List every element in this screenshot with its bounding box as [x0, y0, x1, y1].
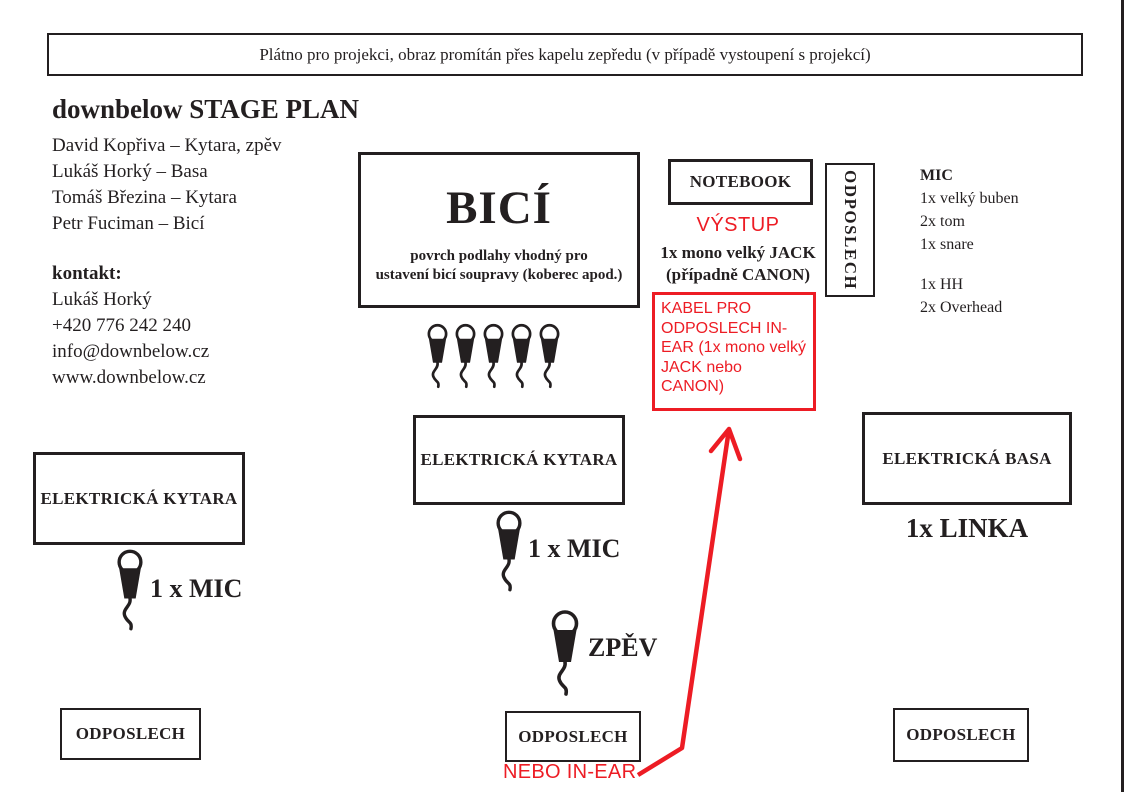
drums-box — [358, 152, 640, 308]
guitar-mid-label: ELEKTRICKÁ KYTARA — [420, 450, 618, 469]
monitor-box-right — [893, 708, 1029, 762]
band-member: Tomáš Březina – Kytara — [52, 187, 237, 208]
guitar-mid-box — [413, 415, 625, 505]
in-ear-cable-note: KABEL PRO ODPOSLECH IN-EAR (1x mono velký JACK nebo CANON) — [661, 300, 806, 395]
notebook-label: NOTEBOOK — [689, 172, 792, 191]
mic-list-item: 2x Overhead — [920, 299, 1003, 316]
drums-note-line1: povrch podlahy vhodný pro — [410, 248, 588, 264]
output-line2: (případně CANON) — [665, 265, 811, 284]
contact-email: info@downbelow.cz — [52, 341, 210, 362]
bass-box — [862, 412, 1072, 505]
band-members-list — [52, 133, 282, 237]
in-ear-cable-note-box — [652, 292, 816, 411]
mic-requirements-list — [920, 164, 1110, 319]
monitor-box-vertical — [825, 163, 875, 297]
contact-phone: +420 776 242 240 — [52, 315, 191, 336]
bass-line-label: 1x LINKA — [905, 513, 1029, 543]
monitor-label: ODPOSLECH — [906, 725, 1016, 744]
contact-name: Lukáš Horký — [52, 289, 152, 310]
microphone-icon — [113, 548, 147, 632]
monitor-label: ODPOSLECH — [518, 726, 628, 746]
guitar-mid-mic-label: 1 x MIC — [528, 534, 621, 563]
mic-list-item: 1x velký buben — [920, 190, 1019, 207]
output-line1: 1x mono velký JACK — [660, 243, 816, 262]
mic-list-item: 1x snare — [920, 236, 974, 253]
microphone-icon — [547, 607, 583, 699]
microphone-icon — [480, 316, 507, 396]
microphone-icon — [536, 316, 563, 396]
microphone-icon — [508, 316, 535, 396]
contact-block — [52, 261, 209, 391]
monitor-box-left — [60, 708, 201, 760]
microphone-icon — [492, 509, 526, 593]
monitor-label: ODPOSLECH — [841, 169, 860, 291]
projection-banner — [47, 33, 1083, 76]
monitor-box-center — [505, 711, 641, 762]
contact-heading: kontakt: — [52, 263, 122, 284]
microphone-icon — [424, 316, 451, 396]
drums-note-line2: ustavení bicí soupravy (koberec apod.) — [375, 267, 623, 283]
mic-list-item: 1x HH — [920, 276, 964, 293]
page-title: downbelow STAGE PLAN — [52, 94, 360, 124]
band-member: Lukáš Horký – Basa — [52, 161, 208, 182]
bass-label: ELEKTRICKÁ BASA — [882, 448, 1052, 468]
notebook-box — [668, 159, 813, 205]
contact-web: www.downbelow.cz — [52, 367, 206, 388]
drum-mic-row — [424, 316, 563, 396]
guitar-left-mic-label: 1 x MIC — [150, 574, 243, 603]
microphone-icon — [452, 316, 479, 396]
notebook-output-block — [640, 214, 836, 286]
mic-list-heading: MIC — [920, 167, 953, 184]
output-label: VÝSTUP — [696, 214, 780, 236]
band-member: David Kopřiva – Kytara, zpěv — [52, 135, 282, 156]
in-ear-alt-label: NEBO IN-EAR — [503, 761, 637, 783]
guitar-left-label: ELEKTRICKÁ KYTARA — [40, 488, 238, 508]
drums-label: BICÍ — [446, 182, 552, 234]
mic-list-item: 2x tom — [920, 213, 965, 230]
guitar-left-box — [33, 452, 245, 545]
monitor-label: ODPOSLECH — [75, 724, 186, 743]
projection-banner-text: Plátno pro projekci, obraz promítán přes kapelu zepředu (v případě vystoupení s projekcí) — [259, 44, 871, 64]
mic-list-spacer — [920, 256, 1110, 273]
band-member: Petr Fuciman – Bicí — [52, 213, 205, 234]
vocal-label: ZPĚV — [588, 633, 658, 662]
